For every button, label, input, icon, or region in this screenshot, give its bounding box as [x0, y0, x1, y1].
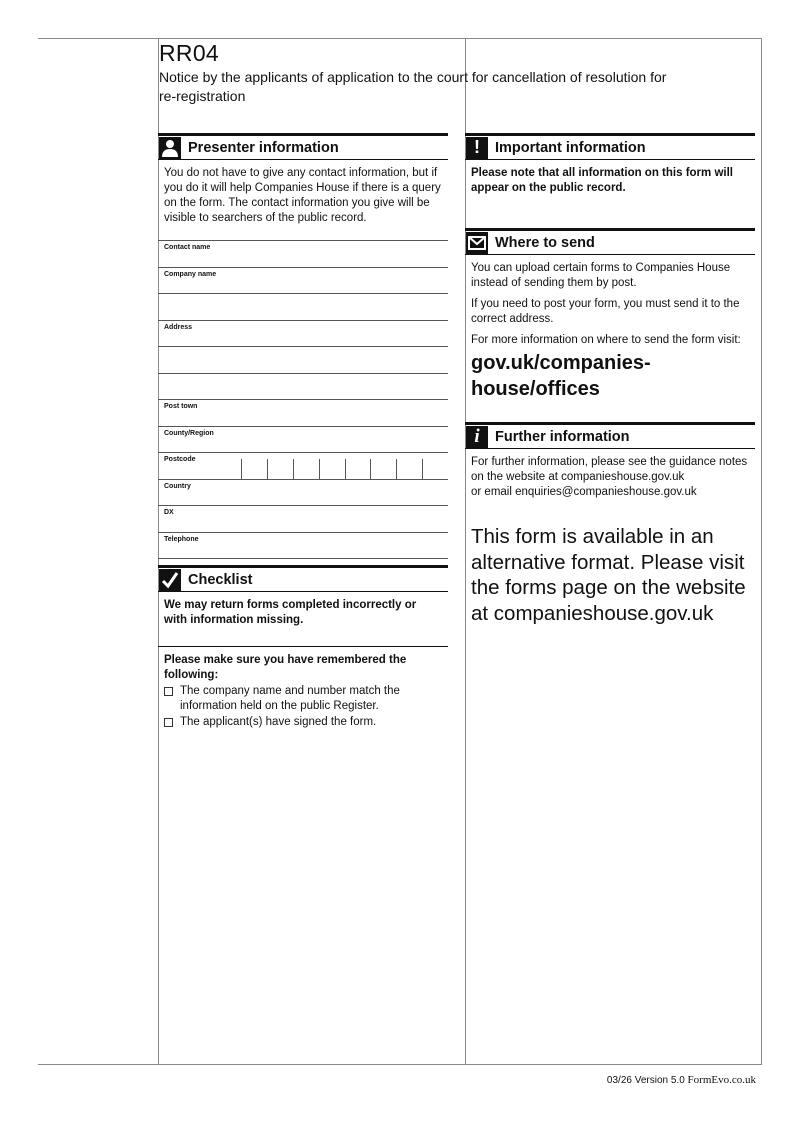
- brand-text: FormEvo.co.uk: [687, 1074, 756, 1086]
- person-icon: [159, 137, 181, 159]
- postcode-boxes: [241, 453, 448, 479]
- important-section: [465, 133, 755, 222]
- postcode-box[interactable]: [267, 459, 293, 479]
- country-label: Country: [164, 482, 191, 490]
- important-text: Please note that all information on this form will appear on the public record.: [465, 159, 755, 222]
- important-header: [465, 133, 755, 159]
- right-column: [465, 133, 755, 626]
- top-rule: [38, 38, 762, 39]
- address-label: Address: [164, 323, 193, 331]
- checklist-section: [158, 565, 448, 736]
- postcode-box[interactable]: [293, 459, 319, 479]
- form-title: Notice by the applicants of application to the court for cancellation of resolution for re-registration: [159, 69, 667, 104]
- postcode-box[interactable]: [396, 459, 422, 479]
- further-info-heading: Further information: [495, 428, 630, 445]
- checklist-item[interactable]: [164, 684, 442, 714]
- contact-name-label: Contact name: [164, 244, 211, 251]
- address-field-line2[interactable]: [158, 347, 448, 374]
- bottom-rule: [38, 1064, 762, 1065]
- telephone-field[interactable]: [158, 533, 448, 560]
- checklist-header: [158, 565, 448, 591]
- important-heading: Important information: [495, 139, 646, 156]
- postcode-box[interactable]: [319, 459, 345, 479]
- checkbox[interactable]: [164, 687, 173, 696]
- where-to-send-body: [465, 254, 755, 408]
- checklist-body: [158, 646, 448, 736]
- address-field-line3[interactable]: [158, 374, 448, 401]
- postcode-box[interactable]: [422, 459, 448, 479]
- form-code: RR04: [159, 40, 220, 66]
- contact-name-field[interactable]: [158, 241, 448, 268]
- telephone-label: Telephone: [164, 535, 199, 543]
- further-info-section: [465, 422, 755, 626]
- postcode-box[interactable]: [370, 459, 396, 479]
- country-field[interactable]: [158, 480, 448, 507]
- further-info-line2: on the website at companieshouse.gov.uk: [471, 471, 685, 483]
- where-to-send-header: [465, 228, 755, 254]
- envelope-icon: [466, 232, 488, 254]
- further-info-body: [465, 448, 755, 506]
- checklist-item[interactable]: [164, 715, 442, 730]
- checklist-prompt: Please make sure you have remembered the following:: [164, 654, 407, 681]
- presenter-intro: You do not have to give any contact information, but if you do it will help Companies House if there is a query on the form. The contact information you give will be visible to searchers of the public record.: [158, 159, 448, 240]
- company-name-field-line2[interactable]: [158, 294, 448, 321]
- where-to-send-p2: If you need to post your form, you must send it to the correct address.: [471, 298, 740, 325]
- post-town-field[interactable]: [158, 400, 448, 427]
- checklist-warning: We may return forms completed incorrectly or with information missing.: [158, 591, 448, 646]
- presenter-fields: [158, 240, 448, 559]
- postcode-box[interactable]: [241, 459, 267, 479]
- further-info-header: [465, 422, 755, 448]
- offices-link[interactable]: gov.uk/companies-house/offices: [471, 352, 651, 400]
- company-name-label: Company name: [164, 270, 217, 278]
- post-town-label: Post town: [164, 403, 198, 410]
- where-to-send-p1: You can upload certain forms to Companies House instead of sending them by post.: [471, 262, 731, 289]
- dx-label: DX: [164, 509, 174, 516]
- alternative-format-notice: This form is available in an alternative format. Please visit the forms page on the website at companieshouse.gov.uk: [471, 525, 746, 625]
- checklist-heading: Checklist: [188, 571, 253, 588]
- checklist-item-text: The applicant(s) have signed the form.: [180, 716, 377, 728]
- right-column-border: [761, 38, 762, 1064]
- checkmark-icon: [159, 569, 181, 591]
- presenter-section: [158, 133, 448, 559]
- info-icon: i: [466, 426, 488, 448]
- postcode-label: Postcode: [164, 456, 196, 463]
- postcode-field[interactable]: [158, 453, 448, 480]
- where-to-send-section: [465, 228, 755, 408]
- where-to-send-p3: For more information on where to send the form visit:: [471, 334, 741, 346]
- dx-field[interactable]: [158, 506, 448, 533]
- checkbox[interactable]: [164, 718, 173, 727]
- further-info-line3: or email enquiries@companieshouse.gov.uk: [471, 486, 697, 498]
- where-to-send-heading: Where to send: [495, 234, 595, 251]
- left-column: [158, 133, 448, 736]
- further-info-line1: For further information, please see the guidance notes: [471, 456, 748, 468]
- presenter-heading: Presenter information: [188, 139, 339, 156]
- address-field[interactable]: [158, 321, 448, 348]
- checklist-item-text: The company name and number match the information held on the public Register.: [180, 685, 400, 712]
- company-name-field[interactable]: [158, 268, 448, 295]
- footer: [607, 1074, 756, 1086]
- county-label: County/Region: [164, 429, 214, 437]
- exclamation-icon: !: [466, 137, 488, 159]
- version-text: 03/26 Version 5.0: [606, 1075, 685, 1086]
- postcode-box[interactable]: [345, 459, 371, 479]
- presenter-header: [158, 133, 448, 159]
- county-field[interactable]: [158, 427, 448, 454]
